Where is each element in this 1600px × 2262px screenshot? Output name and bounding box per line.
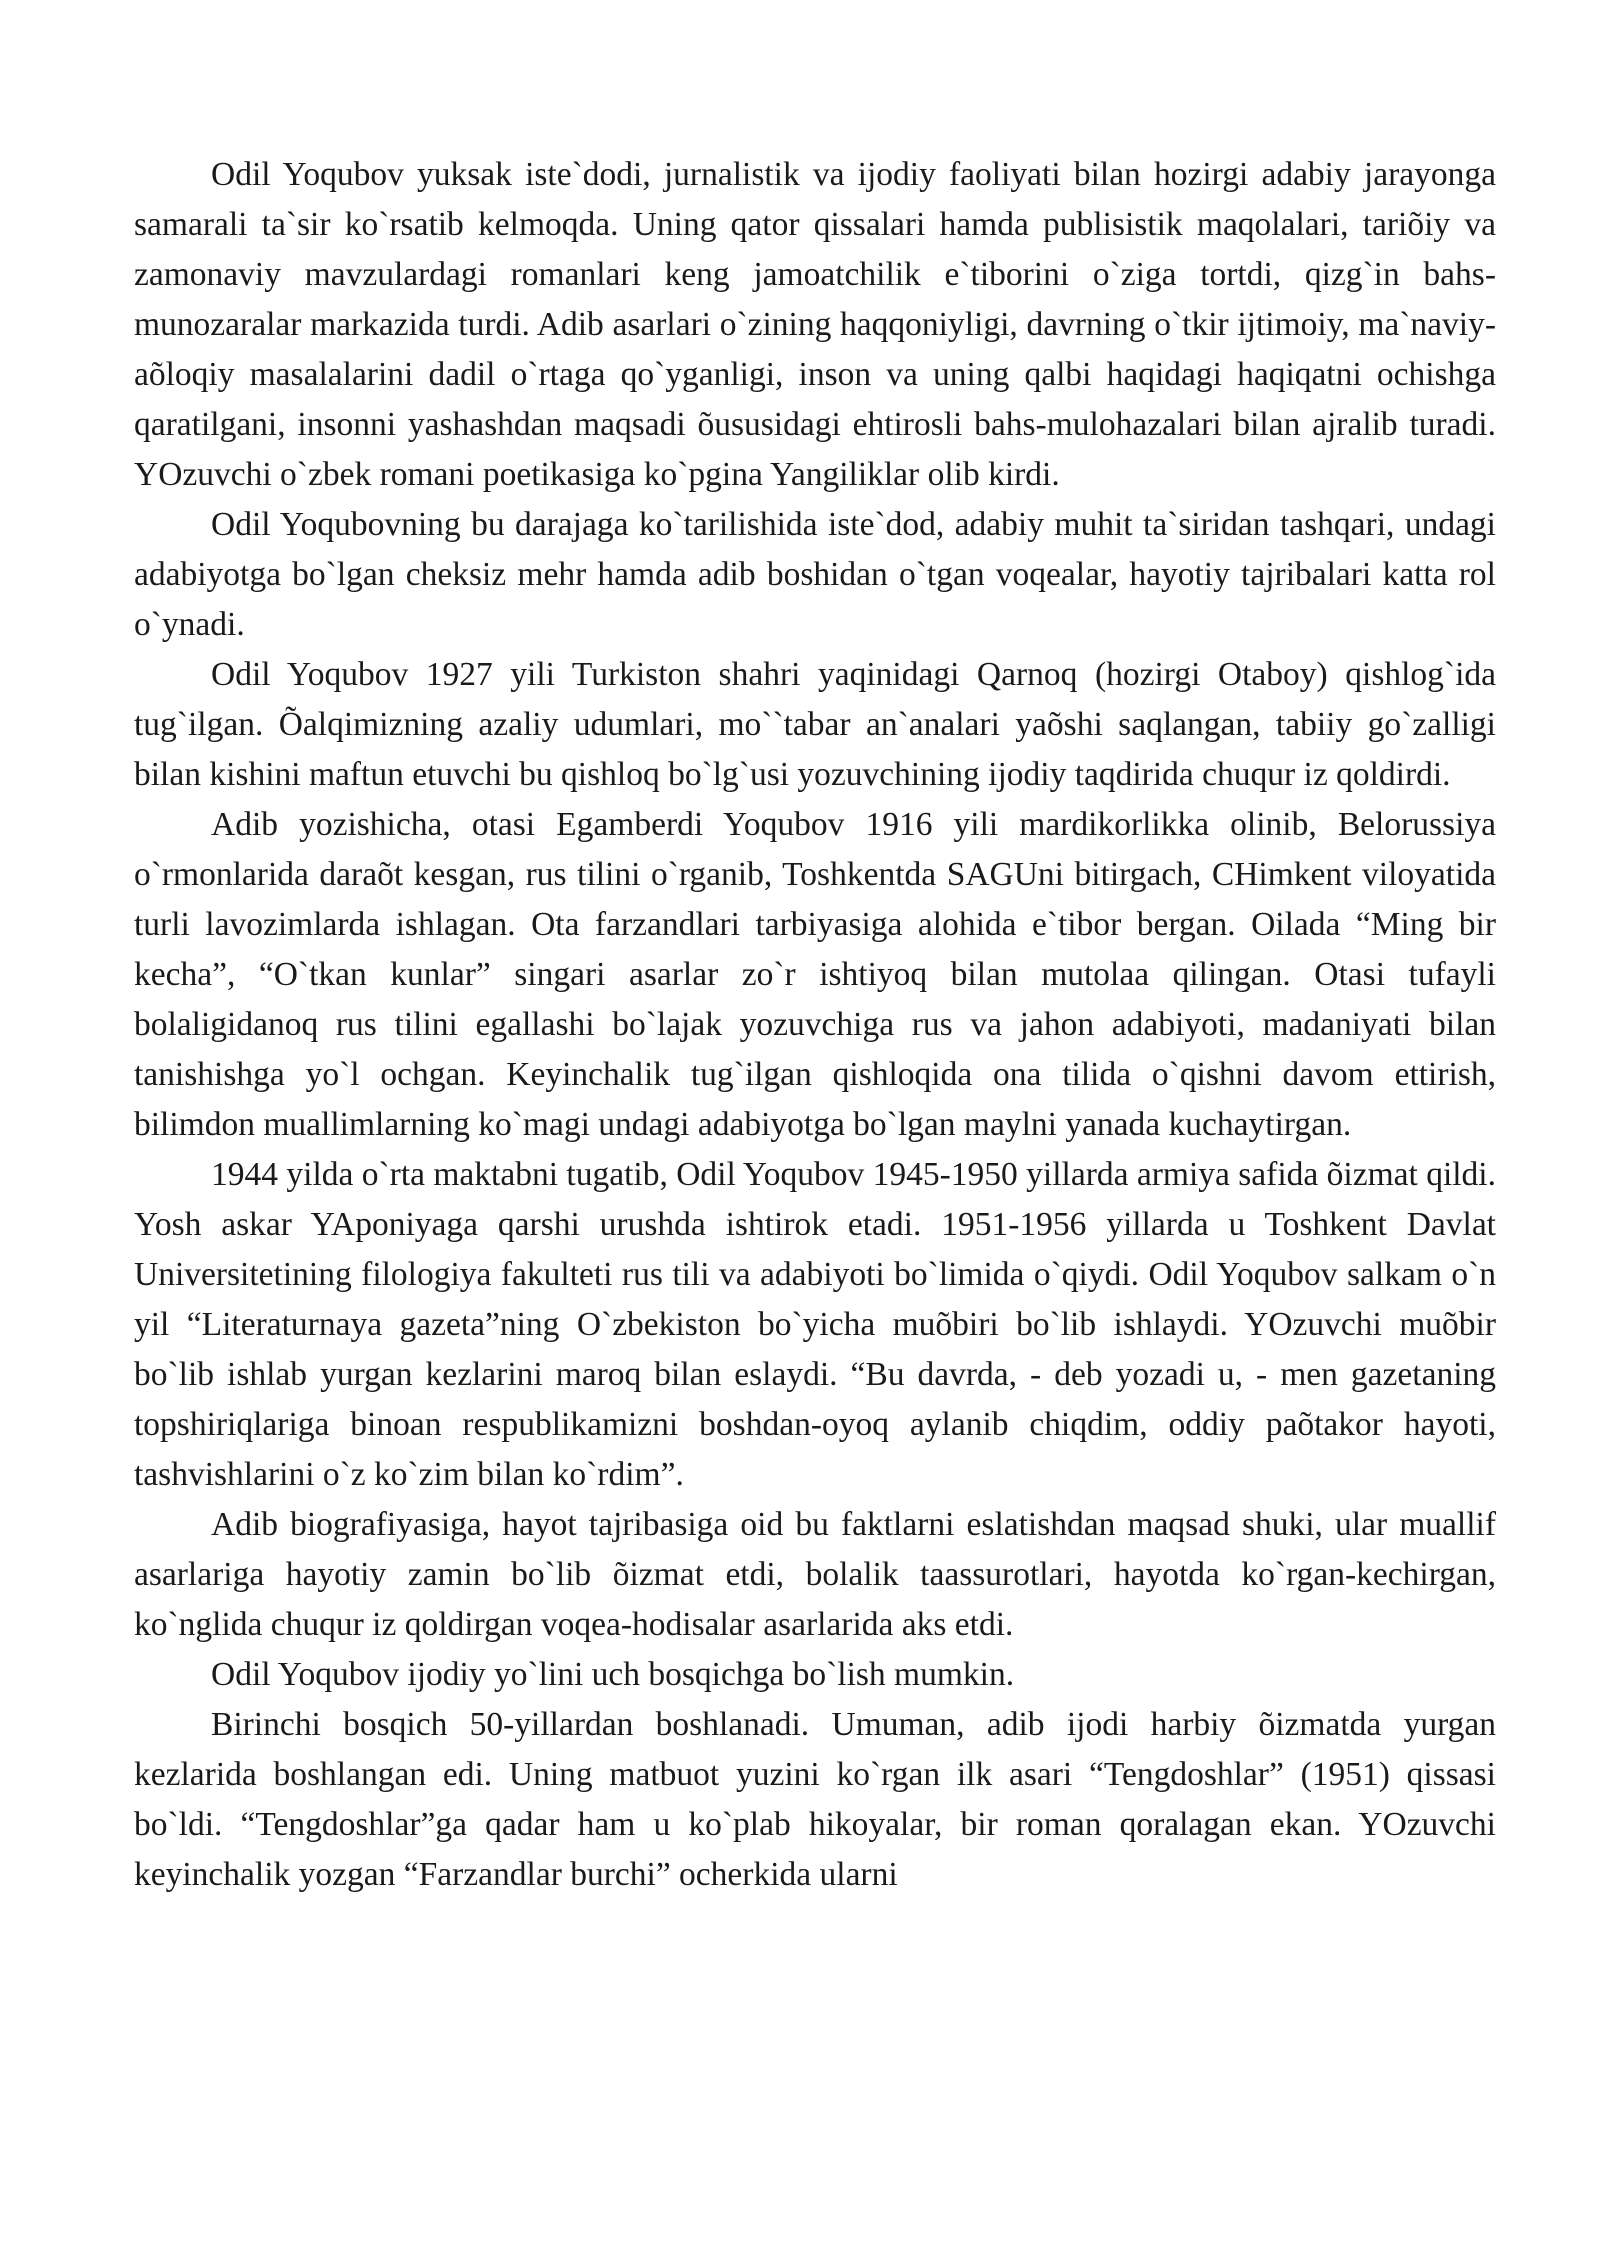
- paragraph-birthplace: Odil Yoqubov 1927 yili Turkiston shahri yaqinidagi Qarnoq (hozirgi Otaboy) qishlog`ida tug`ilgan. Õalqimizning azaliy udumlari, mo``tabar an`analari yaõshi saqlangan, tabiiy go`zalligi bilan kishini maftun etuvchi bu qishloq bo`lg`usi yozuvchining ijodiy taqdirida chuqur iz qoldirdi.: [134, 656, 1496, 793]
- paragraph-education-career: 1944 yilda o`rta maktabni tugatib, Odil Yoqubov 1945-1950 yillarda armiya safida õizmat qildi. Yosh askar YAponiyaga qarshi urushda ishtirok etadi. 1951-1956 yillarda u Toshkent Davlat Universitetining filologiya fakulteti rus tili va adabiyoti bo`limida o`qiydi. Odil Yoqubov salkam o`n yil “Literaturnaya gazeta”ning O`zbekiston bo`yicha muõbiri bo`lib ishlaydi. YOzuvchi muõbir bo`lib ishlab yurgan kezlarini maroq bilan eslaydi. “Bu davrda, - deb yozadi u, - men gazetaning topshiriqlariga binoan respublikamizni boshdan-oyoq aylanib chiqdim, oddiy paõtakor hayoti, tashvishlarini o`z ko`zim bilan ko`rdim”.: [134, 1156, 1496, 1493]
- document-page: [134, 150, 1496, 1900]
- paragraph-father: Adib yozishicha, otasi Egamberdi Yoqubov 1916 yili mardikorlikka olinib, Belorussiya o`rmonlarida daraõt kesgan, rus tilini o`rganib, Toshkentda SAGUni bitirgach, CHimkent viloyatida turli lavozimlarda ishlagan. Ota farzandlari tarbiyasiga alohida e`tibor bergan. Oilada “Ming bir kecha”, “O`tkan kunlar” singari asarlar zo`r ishtiyoq bilan mutolaa qilingan. Otasi tufayli bolaligidanoq rus tilini egallashi bo`lajak yozuvchiga rus va jahon adabiyoti, madaniyati bilan tanishishga yo`l ochgan. Keyinchalik tug`ilgan qishloqida ona tilida o`qishni davom ettirish, bilimdon muallimlarning ko`magi undagi adabiyotga bo`lgan maylni yanada kuchaytirgan.: [134, 806, 1496, 1143]
- paragraph-stages: Odil Yoqubov ijodiy yo`lini uch bosqichga bo`lish mumkin.: [211, 1656, 1015, 1693]
- paragraph-biography-purpose: Adib biografiyasiga, hayot tajribasiga oid bu faktlarni eslatishdan maqsad shuki, ular muallif asarlariga hayotiy zamin bo`lib õizmat etdi, bolalik taassurotlari, hayotda ko`rgan-kechirgan, ko`nglida chuqur iz qoldirgan voqea-hodisalar asarlarida aks etdi.: [134, 1506, 1496, 1643]
- paragraph-intro: Odil Yoqubov yuksak iste`dodi, jurnalistik va ijodiy faoliyati bilan hozirgi adabiy jarayonga samarali ta`sir ko`rsatib kelmoqda. Uning qator qissalari hamda publisistik maqolalari, tariõiy va zamonaviy mavzulardagi romanlari keng jamoatchilik e`tiborini o`ziga tortdi, qizg`in bahs-munozaralar markazida turdi. Adib asarlari o`zining haqqoniyligi, davrning o`tkir ijtimoiy, ma`naviy-aõloqiy masalalarini dadil o`rtaga qo`yganligi, inson va uning qalbi haqidagi haqiqatni ochishga qaratilgani, insonni yashashdan maqsadi õususidagi ehtirosli bahs-mulohazalari bilan ajralib turadi. YOzuvchi o`zbek romani poetikasiga ko`pgina Yangiliklar olib kirdi.: [134, 156, 1496, 493]
- paragraph-influences: Odil Yoqubovning bu darajaga ko`tarilishida iste`dod, adabiy muhit ta`siridan tashqari, undagi adabiyotga bo`lgan cheksiz mehr hamda adib boshidan o`tgan voqealar, hayotiy tajribalari katta rol o`ynadi.: [134, 506, 1496, 643]
- paragraph-first-stage: Birinchi bosqich 50-yillardan boshlanadi. Umuman, adib ijodi harbiy õizmatda yurgan kezlarida boshlangan edi. Uning matbuot yuzini ko`rgan ilk asari “Tengdoshlar” (1951) qissasi bo`ldi. “Tengdoshlar”ga qadar ham u ko`plab hikoyalar, bir roman qoralagan ekan. YOzuvchi keyinchalik yozgan “Farzandlar burchi” ocherkida ularni: [134, 1706, 1496, 1893]
